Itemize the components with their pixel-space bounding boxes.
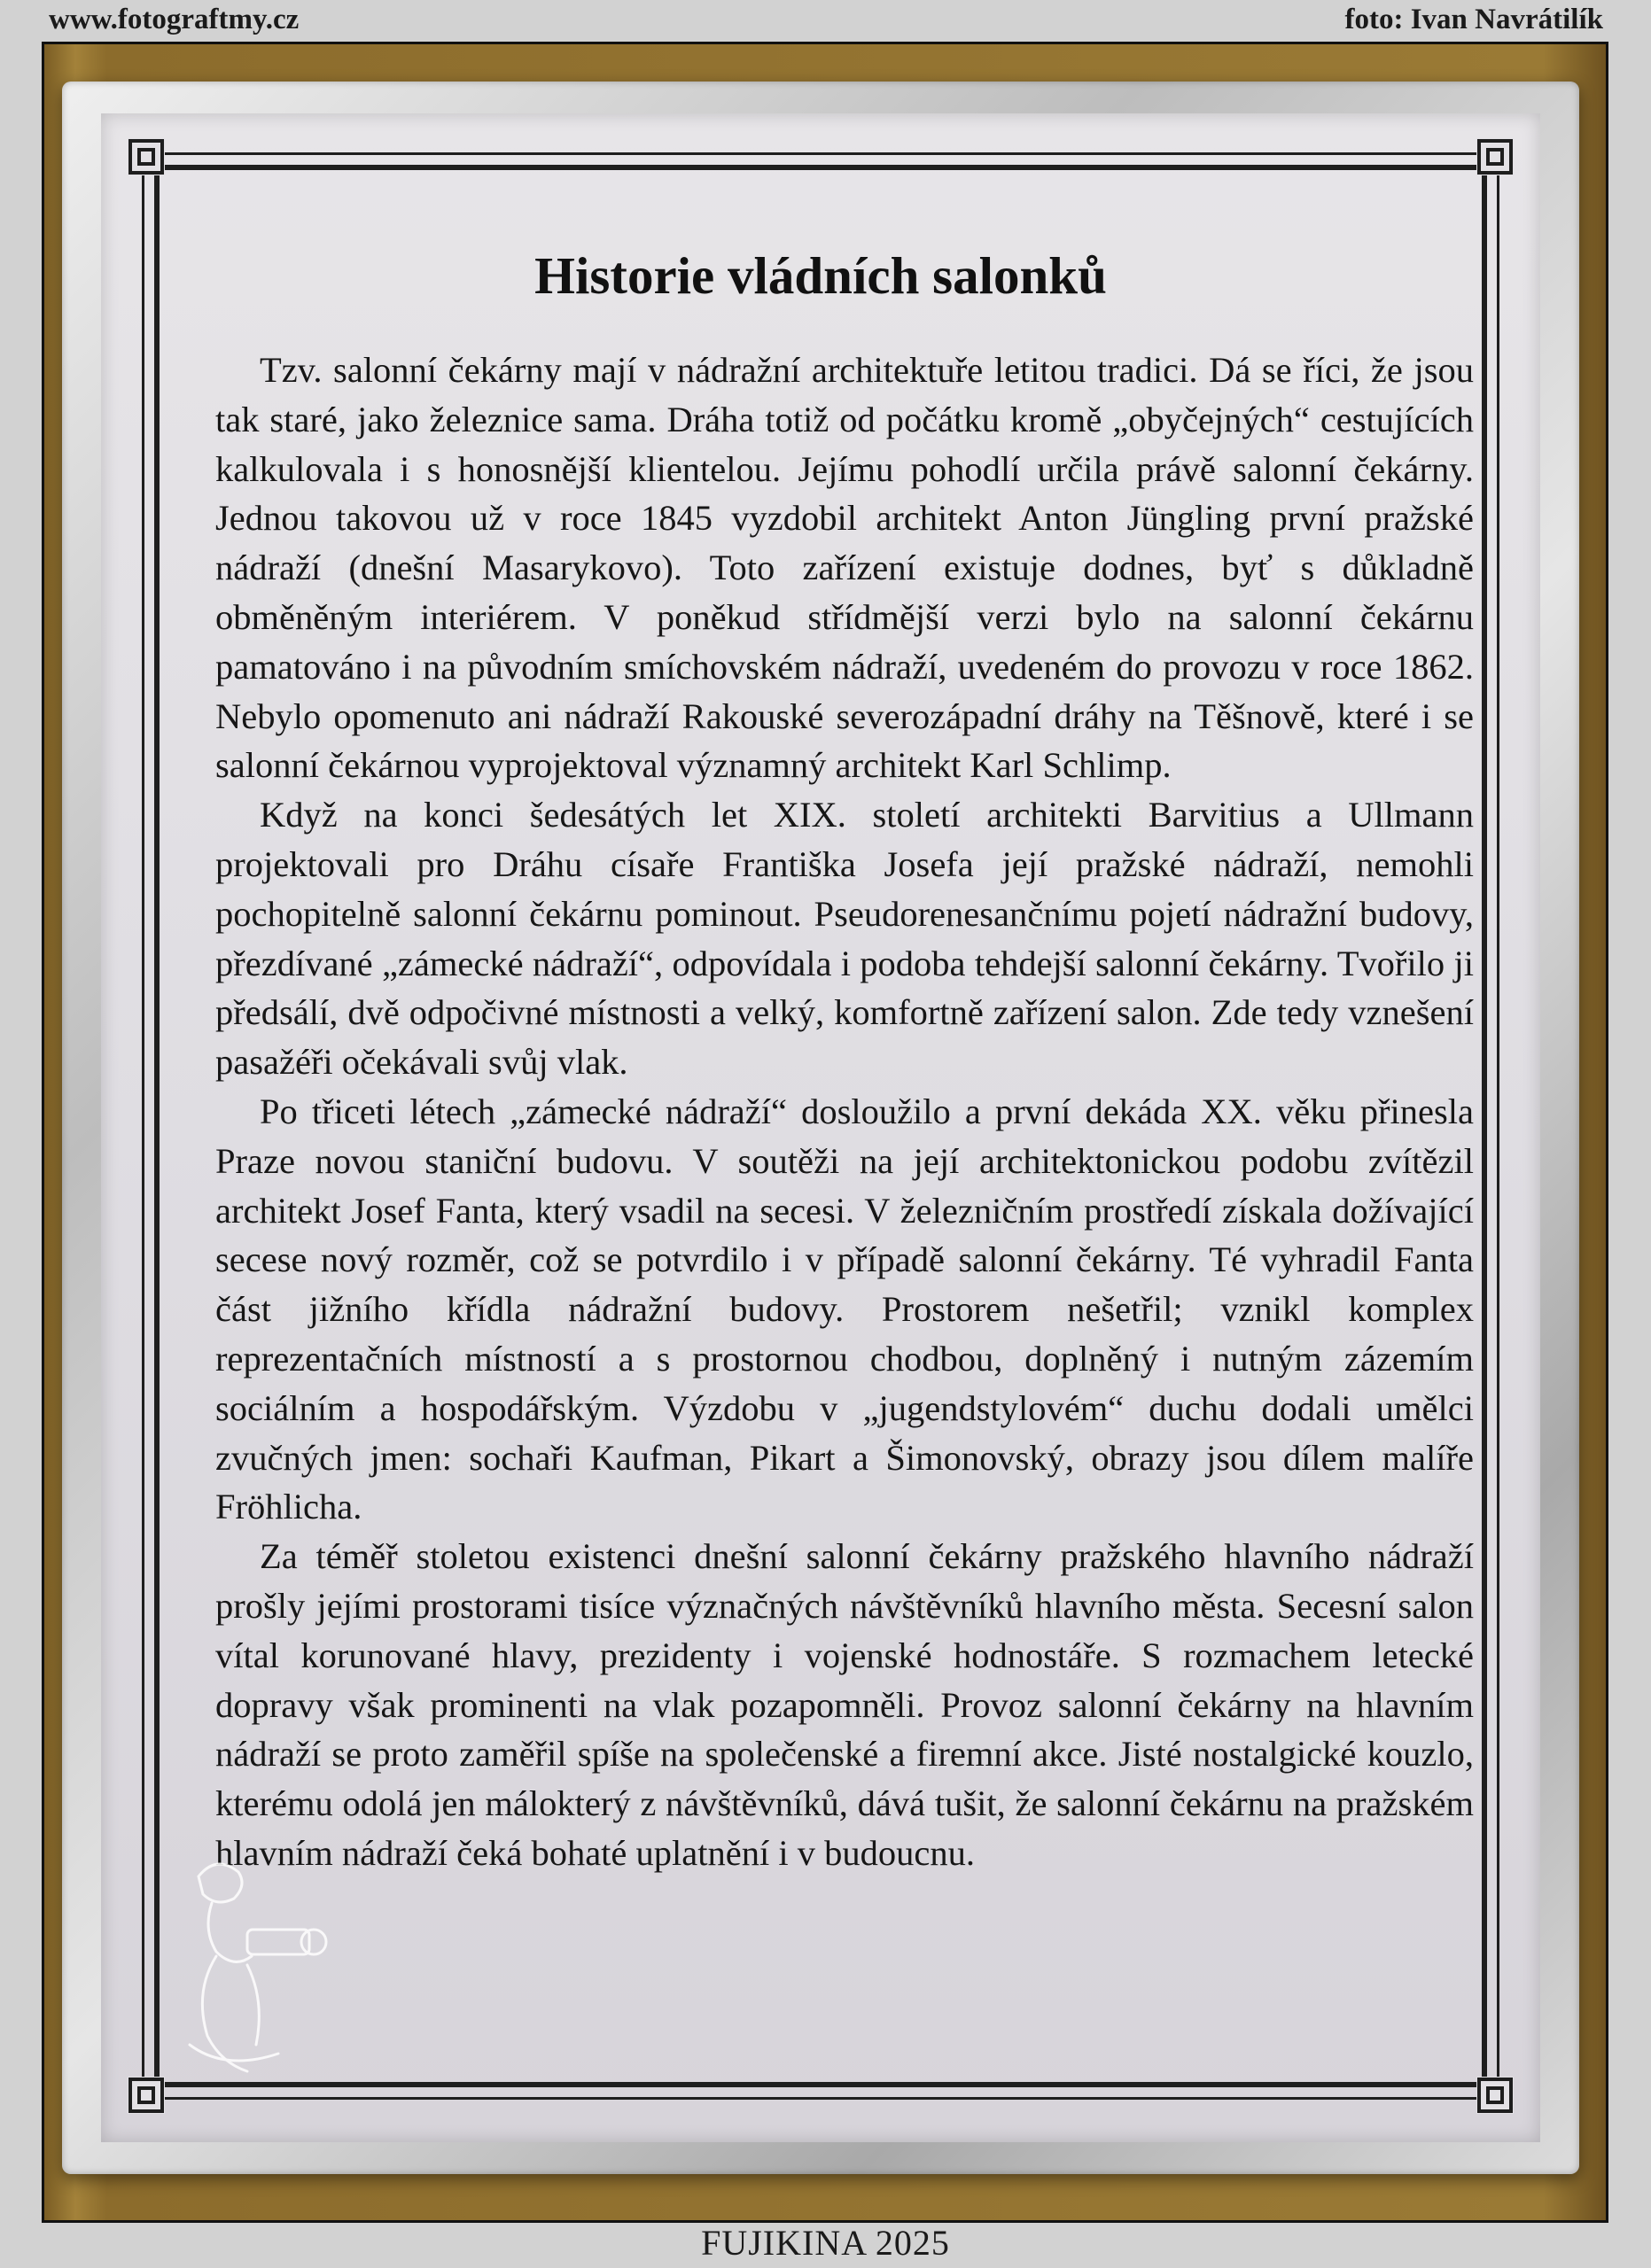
paragraph-4: Za téměř stoletou existenci dnešní salonní čekárny pražského hlavního nádraží prošly jejími prostorami tisíce význačných návštěvníků hlavního města. Secesní salon vítal korunované hlavy, prezidenty i vojenské hodnostáře. S rozmachem letecké dopravy však prominenti na vlak pozapomněli. Provoz salonní čekárny na hlavním nádraží se proto zaměřil spíše na společenské a firemní akce. Jisté nostalgické kouzlo, kterému odolá jen málokterý z návštěvníků, dává tušit, že salonní čekárnu na pražském hlavním nádraží čeká bohaté uplatnění i v budoucnu. <box>215 1536 1474 1873</box>
plaque <box>101 113 1540 2142</box>
corner-top-left-icon <box>128 138 165 175</box>
photograph <box>42 42 1608 2223</box>
corner-bottom-left-icon <box>128 2077 165 2114</box>
corner-bottom-right-icon <box>1476 2077 1514 2114</box>
paragraph-3: Po třiceti létech „zámecké nádraží“ dosloužilo a první dekáda XX. věku přinesla Praze novou staniční budovu. V soutěži na její architektonickou podobu zvítězil architekt Josef Fanta, který vsadil na secesi. V železničním prostředí získala dožívající secese nový rozměr, což se potvrdilo i v případě salonní čekárny. Té vyhradil Fanta část jižního křídla nádražní budovy. Prostorem nešetřil; vznikl komplex reprezentačních místností a s prostornou chodbou, doplněný i nutným zázemím sociálním a hospodářským. Výzdobu v „jugendstylovém“ duchu dodali umělci zvučných jmen: sochaři Kaufman, Pikart a Šimonovský, obrazy jsou dílem malíře Fröhlicha. <box>215 1091 1474 1527</box>
website-credit: www.fotograftmy.cz <box>49 4 300 35</box>
silver-frame <box>62 82 1579 2174</box>
footer-credit: FUJIKINA 2025 <box>701 2223 950 2263</box>
photographer-watermark-icon <box>163 1823 340 2089</box>
paragraph-2: Když na konci šedesátých let XIX. století architekti Barvitius a Ullmann projektovali pro Dráhu císaře Františka Josefa její pražské nádraží, nemohli pochopitelně salonní čekárnu pominout. Pseudorenesančnímu pojetí nádražní budovy, přezdívané „zámecké nádraží“, odpovídala i podoba tehdejší salonní čekárny. Tvořilo ji předsálí, dvě odpočivné místnosti a velký, komfortně zařízení salon. Zde tedy vznešení pasažéři očekávali svůj vlak. <box>215 795 1474 1083</box>
plaque-title: Historie vládních salonků <box>534 246 1107 305</box>
paragraph-1: Tzv. salonní čekárny mají v nádražní architektuře letitou tradici. Dá se říci, že jsou tak staré, jako železnice sama. Dráha totiž od počátku kromě „obyčejných“ cestujících kalkulovala i s honosnější klientelou. Jejímu pohodlí určila právě salonní čekárny. Jednou takovou už v roce 1845 vyzdobil architekt Anton Jüngling první pražské nádraží (dnešní Masarykovo). Toto zařízení existuje dodnes, byť s důkladně obměněným interiérem. V poněkud střídmější verzi bylo na salonní čekárnu pamatováno i na původním smíchovském nádraží, uvedeném do provozu v roce 1862. Nebylo opomenuto ani nádraží Rakouské severozápadní dráhy na Těšnově, které i se salonní čekárnou vyprojektoval významný architekt Karl Schlimp. <box>215 350 1474 786</box>
corner-top-right-icon <box>1476 138 1514 175</box>
plaque-body <box>215 346 1474 1878</box>
photo-credit: foto: Ivan Navrátilík <box>1344 4 1603 35</box>
